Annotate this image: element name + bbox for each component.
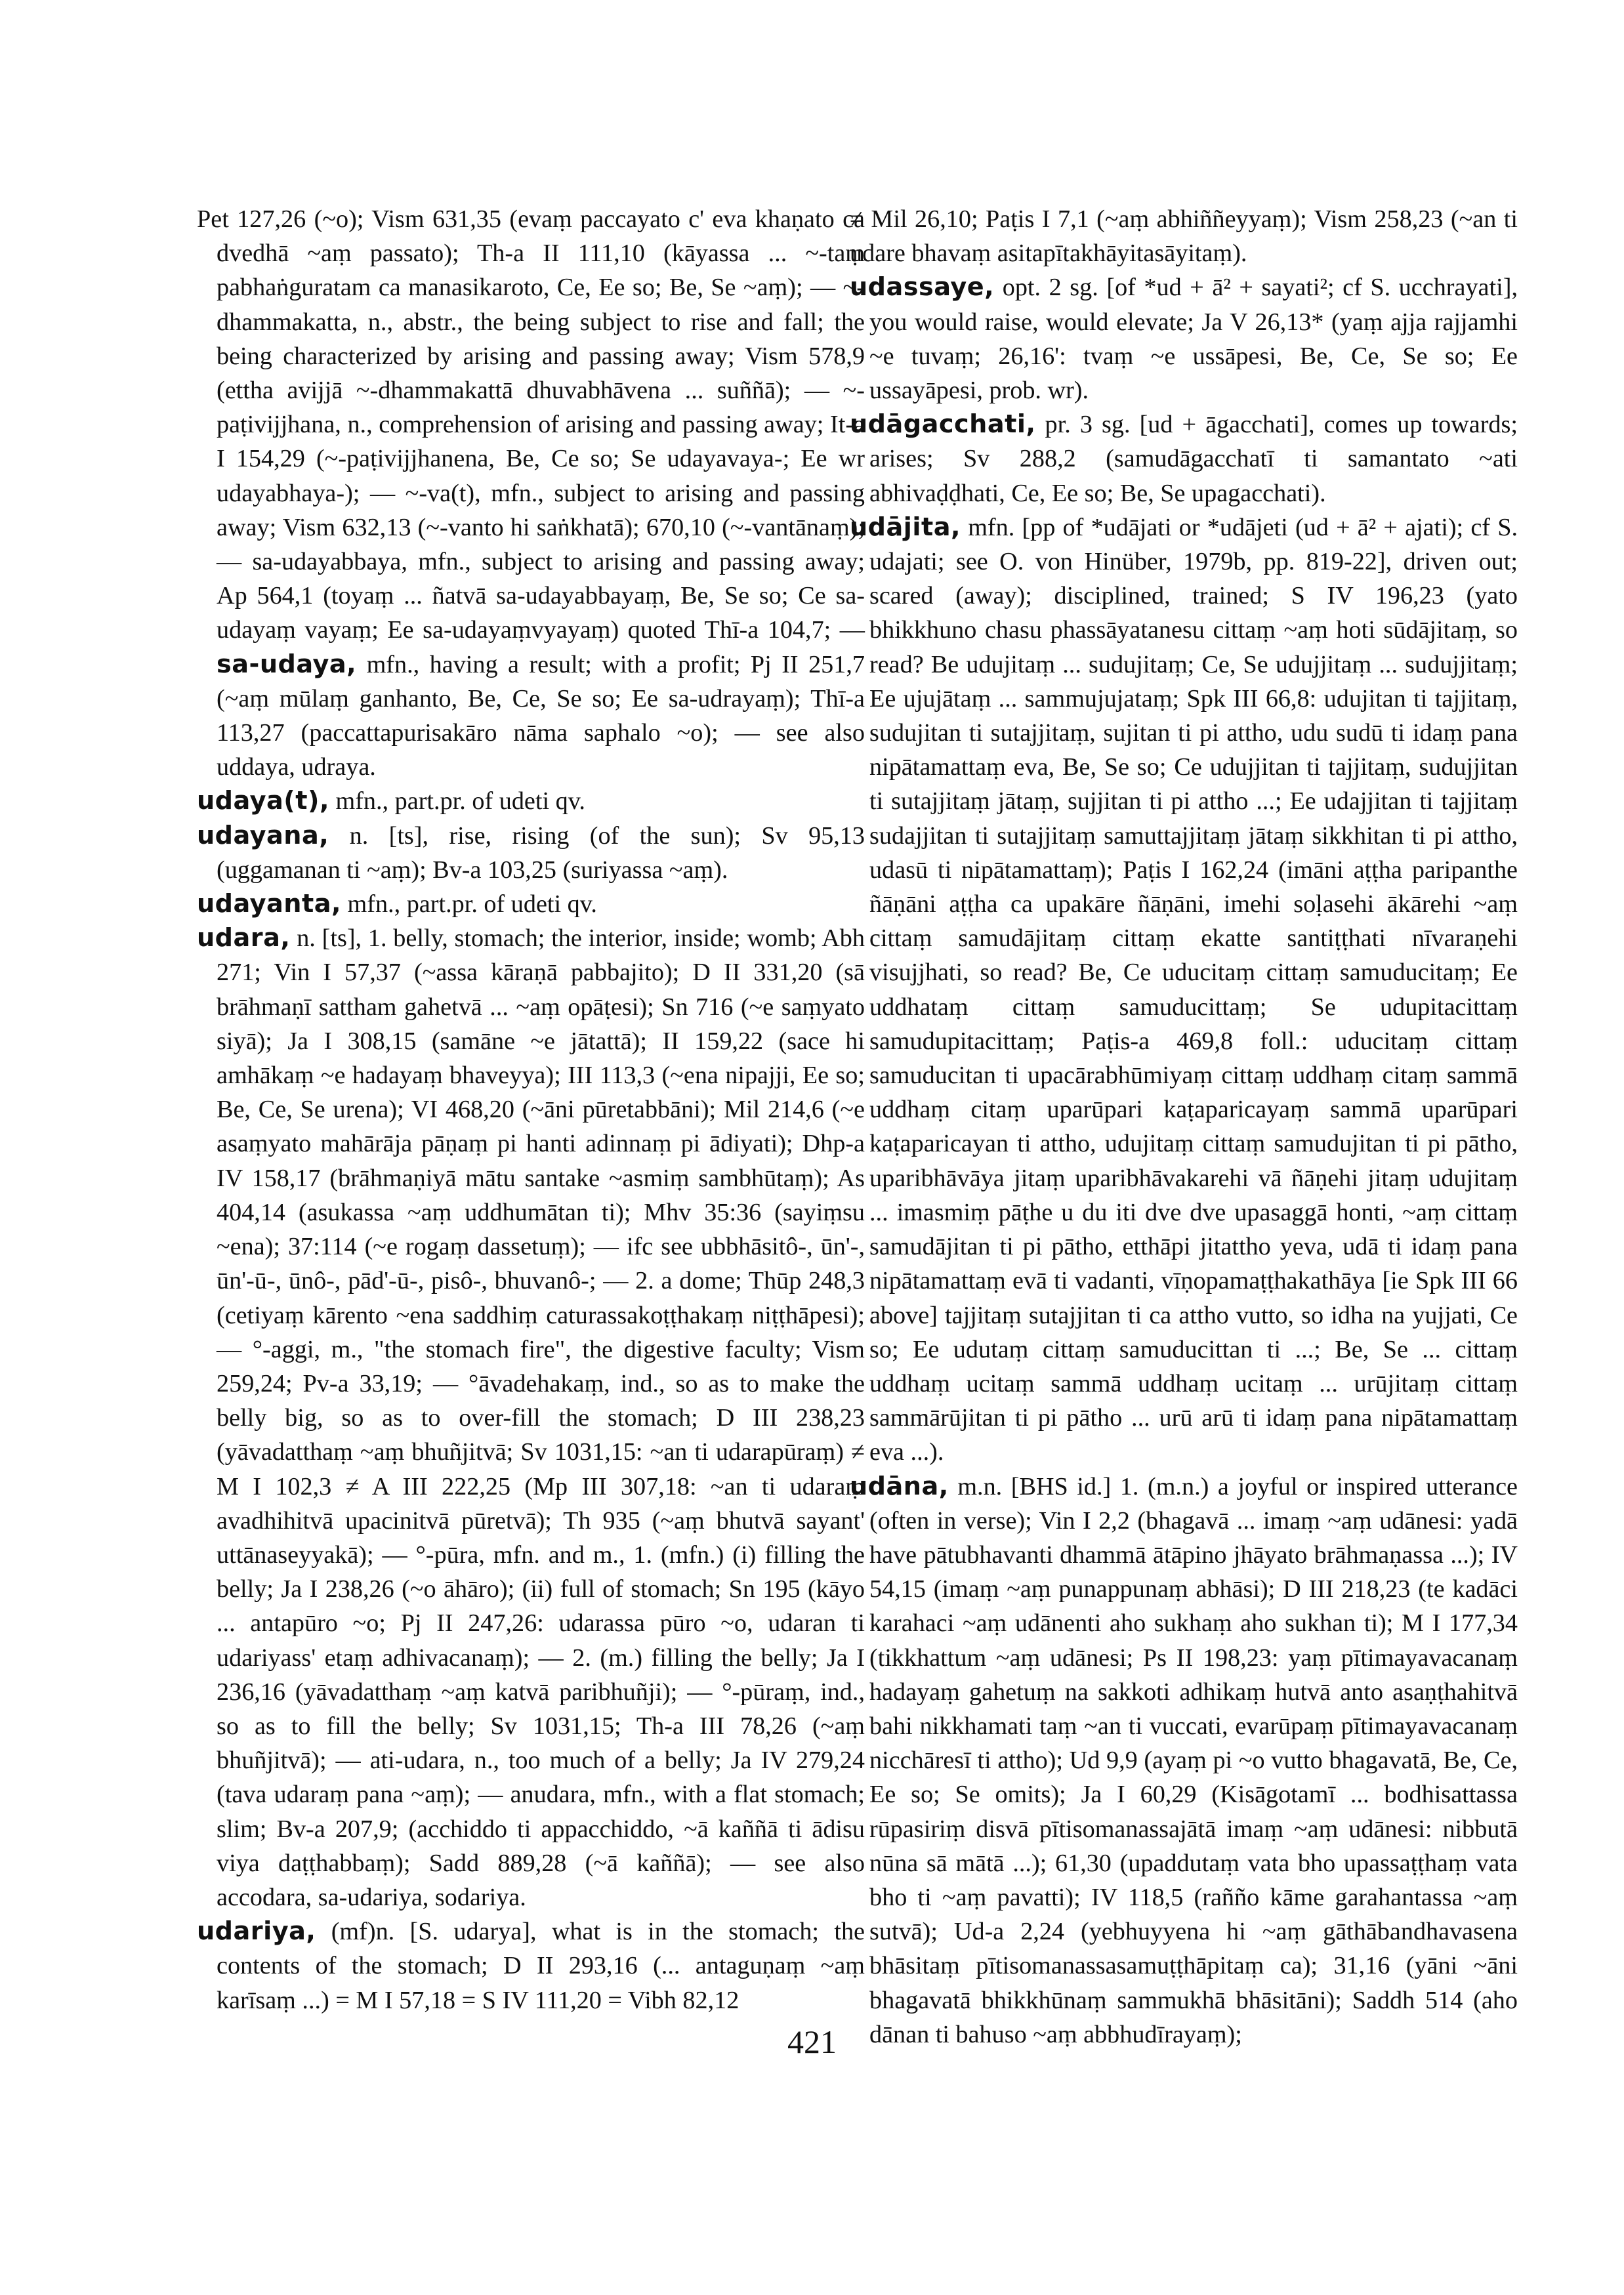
entry-text: pr. 3 sg. [ud + āgacchati], comes up towards; arises; Sv 288,2 (samudāgacchatī ti samantato ~ati abhivaḍḍhati, Ce, Ee so; Be, Se upagacchati).	[869, 411, 1518, 507]
entry-udara	[197, 921, 865, 1914]
entry-udayanta	[197, 887, 865, 921]
entry-udassaye	[850, 270, 1518, 407]
entry-text: (mf)n. [S. udarya], what is in the stomach; the contents of the stomach; D II 293,16 (... antaguṇaṃ ~aṃ karīsaṃ ...) = M I 57,18 = S IV 111,20 = Vibh 82,12	[217, 1918, 865, 2014]
entry-text: opt. 2 sg. [of *ud + ā² + sayati²; cf S. ucchrayati], you would raise, would elevate; Ja V 26,13* (yaṃ ajja rajjamhi ~e tuvaṃ; 26,16': tvaṃ ~e ussāpesi, Be, Ce, Se so; Ee ussayāpesi, prob. wr).	[869, 274, 1518, 405]
entry-text: ≠ Mil 26,10; Paṭis I 7,1 (~aṃ abhiññeyyaṃ); Vism 258,23 (~an ti udare bhavaṃ asitapītakhāyitasāyitaṃ).	[850, 205, 1518, 268]
headword-sa-udaya: sa-udaya,	[217, 650, 357, 679]
entry-text: n. [ts], 1. belly, stomach; the interior, inside; womb; Abh 271; Vin I 57,37 (~assa kāraṇā pabbajito); D II 331,20 (sā brāhmaṇī sattham gahetvā ... ~aṃ opāṭesi); Sn 716 (~e saṃyato siyā); Ja I 308,15 (samāne ~e jātattā); II 159,22 (sace hi amhākaṃ ~e hadayaṃ bhaveyya); III 113,3 (~ena nipajji, Ee so; Be, Ce, Se urena); VI 468,20 (~āni pūretabbāni); Mil 214,6 (~e asaṃyato mahārāja pāṇaṃ pi hanti adinnaṃ pi ādiyati); Dhp-a IV 158,17 (brāhmaṇiyā mātu santake ~asmiṃ sambhūtaṃ); As 404,14 (asukassa ~aṃ uddhumātan ti); Mhv 35:36 (sayiṃsu ~ena); 37:114 (~e rogaṃ dassetuṃ); — ifc see ubbhāsitô-, ūn'-, ūn'-ū-, ūnô-, pād'-ū-, pisô-, bhuvanô-; — 2. a dome; Thūp 248,3 (cetiyaṃ kārento ~ena saddhiṃ caturassakoṭṭhakaṃ niṭṭhāpesi); — °-aggi, m., "the stomach fire", the digestive faculty; Vism 259,24; Pv-a 33,19; — °āvadehakaṃ, ind., so as to make the belly big, so as to over-fill the stomach; D III 238,23 (yāvadatthaṃ ~aṃ bhuñjitvā; Sv 1031,15: ~an ti udarapūraṃ) ≠ M I 102,3 ≠ A III 222,25 (Mp III 307,18: ~an ti udaraṃ avadhihitvā upacinitvā pūretvā); Th 935 (~aṃ bhutvā sayant' uttānaseyyakā); — °-pūra, mfn. and m., 1. (mfn.) (i) filling the belly; Ja I 238,26 (~o āhāro); (ii) full of stomach; Sn 195 (kāyo ... antapūro ~o; Pj II 247,26: udarassa pūro ~o, udaran ti udariyass' etaṃ adhivacanaṃ); — 2. (m.) filling the belly; Ja I 236,16 (yāvadatthaṃ ~aṃ katvā paribhuñji); — °-pūraṃ, ind., so as to fill the belly; Sv 1031,15; Th-a III 78,26 (~aṃ bhuñjitvā); — ati-udara, n., too much of a belly; Ja IV 279,24 (tava udaraṃ pana ~aṃ); — anudara, mfn., with a flat stomach; slim; Bv-a 207,9; (acchiddo ti appacchiddo, ~ā kaññā ti ādisu viya daṭṭhabbaṃ); Sadd 889,28 (~ā kaññā); — see also accodara, sa-udariya, sodariya.	[217, 924, 865, 1911]
left-column	[197, 202, 865, 2017]
entry-text: mfn. [pp of *udājati or *udājeti (ud + ā² + ajati); cf S. udajati; see O. von Hinüber, 1979b, pp. 819-22], driven out; scared (away); disciplined, trained; S IV 196,23 (yato bhikkhuno chasu phassāyatanesu cittaṃ ~aṃ hoti sūdājitaṃ, so read? Be udujitaṃ ... sudujitaṃ; Ce, Se udujjitaṃ ... sudujjitaṃ; Ee ujujātaṃ ... sammujujataṃ; Spk III 66,8: udujitan ti tajjitaṃ, sudujitan ti sutajjitaṃ, sujitan ti pi attho, udu sudū ti idaṃ pana nipātamattaṃ eva, Be, Se so; Ce udujjitan ti tajjitaṃ, sudujjitan ti sutajjitaṃ jātaṃ, sujjitan ti pi attho ...; Ee udajjitan ti tajjitaṃ sudajjitan ti sutajjitaṃ samuttajjitaṃ jātaṃ sikkhitan ti pi attho, udasū ti nipātamattaṃ); Paṭis I 162,24 (imāni aṭṭha paripanthe ñāṇāni aṭṭha ca upakāre ñāṇāni, imehi soḷasehi ākārehi ~aṃ cittaṃ samudājitaṃ cittaṃ ekatte santiṭṭhati nīvaraṇehi visujjhati, so read? Be, Ce uducitaṃ cittaṃ samuducitaṃ; Ee uddhataṃ cittaṃ samuducittaṃ; Se udupitacittaṃ samudupitacittaṃ; Paṭis-a 469,8 foll.: uducitaṃ cittaṃ samuducitan ti upacārabhūmiyaṃ cittaṃ uddhaṃ citaṃ sammā uddhaṃ citaṃ uparūpari kaṭaparicayaṃ sammā uparūpari kaṭaparicayan ti attho, udujitaṃ cittaṃ samudujitan ti pi pātho, uparibhāvāya jitaṃ uparibhāvakarehi vā ñāṇehi jitaṃ udujitaṃ ... imasmiṃ pāṭhe u du iti dve dve upasaggā honti, ~aṃ cittaṃ samudājitan ti pi pātho, etthāpi jitattho yeva, udā ti idaṃ pana nipātamattaṃ evā ti vadanti, vīṇopamaṭṭhakathāya [ie Spk III 66 above] tajjitaṃ sutajjitan ti ca attho vutto, so idha na yujjati, Ce so; Ee udutaṃ cittaṃ samuducittan ti ...; Be, Se ... cittaṃ uddhaṃ ucitaṃ sammā uddhaṃ ucitaṃ ... urūjitaṃ cittaṃ sammārūjitan ti pi pātho ... urū arū ti idaṃ pana nipātamattaṃ eva ...).	[869, 513, 1518, 1466]
headword-udana: udāna,	[850, 1472, 949, 1501]
entry-udana	[850, 1470, 1518, 2052]
headword-udayat: udaya(t),	[197, 787, 329, 816]
entry-text: Pet 127,26 (~o); Vism 631,35 (evaṃ paccayato c' eva khaṇato ca dvedhā ~aṃ passato); Th-a II 111,10 (kāyassa ... ~-taṃ pabhaṅguratam ca manasikaroto, Ce, Ee so; Be, Se ~aṃ); — ~-dhammakatta, n., abstr., the being subject to rise and fall; the being characterized by arising and passing away; Vism 578,9 (ettha avijjā ~-dhammakattā dhuvabhāvena ... suññā); — ~-paṭivijjhana, n., comprehension of arising and passing away; It-a I 154,29 (~-paṭivijjhanena, Be, Ce so; Se udayavaya-; Ee wr udayabhaya-); — ~-va(t), mfn., subject to arising and passing away; Vism 632,13 (~-vanto hi saṅkhatā); 670,10 (~-vantānaṃ); — sa-udayabbaya, mfn., subject to arising and passing away; Ap 564,1 (toyaṃ ... ñatvā sa-udayabbayaṃ, Be, Se so; Ce sa-udayaṃ vayaṃ; Ee sa-udayaṃvyayaṃ) quoted Thī-a 104,7; —	[197, 205, 865, 644]
entry-udagacchati	[850, 407, 1518, 510]
entry-udayat	[197, 784, 865, 818]
headword-udayana: udayana,	[197, 821, 329, 850]
entry-udariya	[197, 1914, 865, 2017]
entry-text: mfn., part.pr. of udeti qv.	[335, 787, 585, 816]
entry-udayana	[197, 819, 865, 887]
right-column	[850, 202, 1518, 2052]
headword-udagacchati: udāgacchati,	[850, 410, 1036, 440]
headword-udassaye: udassaye,	[850, 273, 995, 302]
entry-udajita	[850, 510, 1518, 1470]
entry-text: mfn., part.pr. of udeti qv.	[347, 890, 597, 919]
entry-udariya-continued	[850, 202, 1518, 270]
entry-text: mfn., having a result; with a profit; Pj II 251,7 (~aṃ mūlaṃ ganhanto, Be, Ce, Se so; Ee sa-udrayaṃ); Thī-a 113,27 (paccattapurisakāro nāma saphalo ~o); — see also uddaya, udraya.	[217, 650, 865, 781]
entry-text: m.n. [BHS id.] 1. (m.n.) a joyful or inspired utterance (often in verse); Vin I 2,2 (bhagavā ... imaṃ ~aṃ udānesi: yadā have pātubhavanti dhammā ātāpino jhāyato brāhmaṇassa ...); IV 54,15 (imaṃ ~aṃ punappunaṃ abhāsi); D III 218,23 (te kadāci karahaci ~aṃ udānenti aho sukhaṃ aho sukhan ti); M I 177,34 (tikkhattum ~aṃ udānesi; Ps II 198,23: yaṃ pītimayavacanaṃ hadayaṃ gahetuṃ na sakkoti adhikaṃ hutvā anto asaṇṭhahitvā bahi nikkhamati taṃ ~an ti vuccati, evarūpaṃ pītimayavacanaṃ nicchāresī ti attho); Ud 9,9 (ayaṃ pi ~o vutto bhagavatā, Be, Ce, Ee so; Se omits); Ja I 60,29 (Kisāgotamī ... bodhisattassa rūpasiriṃ disvā pītisomanassajātā imaṃ ~aṃ udānesi: nibbutā nūna sā mātā ...); 61,30 (upaddutaṃ vata bho upassaṭṭhaṃ vata bho ti ~aṃ pavatti); IV 118,5 (rañño kāme garahantassa ~aṃ sutvā); Ud-a 2,24 (yebhuyyena hi ~aṃ gāthābandhavasena bhāsitaṃ pītisomanassasamuṭṭhāpitaṃ ca); 31,16 (yāni ~āni bhagavatā bhikkhūnaṃ sammukhā bhāsitāni); Saddh 514 (aho dānan ti bahuso ~aṃ abbhudīrayaṃ);	[869, 1472, 1518, 2048]
entry-udayabbaya-continued	[197, 202, 865, 784]
entry-text: n. [ts], rise, rising (of the sun); Sv 95,13 (uggamanan ti ~aṃ); Bv-a 103,25 (suriyassa ~aṃ).	[217, 821, 865, 884]
headword-udariya: udariya,	[197, 1917, 316, 1947]
headword-udara: udara,	[197, 924, 291, 953]
headword-udajita: udājita,	[850, 512, 961, 542]
headword-udayanta: udayanta,	[197, 890, 341, 919]
page-number: 421	[787, 2023, 837, 2060]
